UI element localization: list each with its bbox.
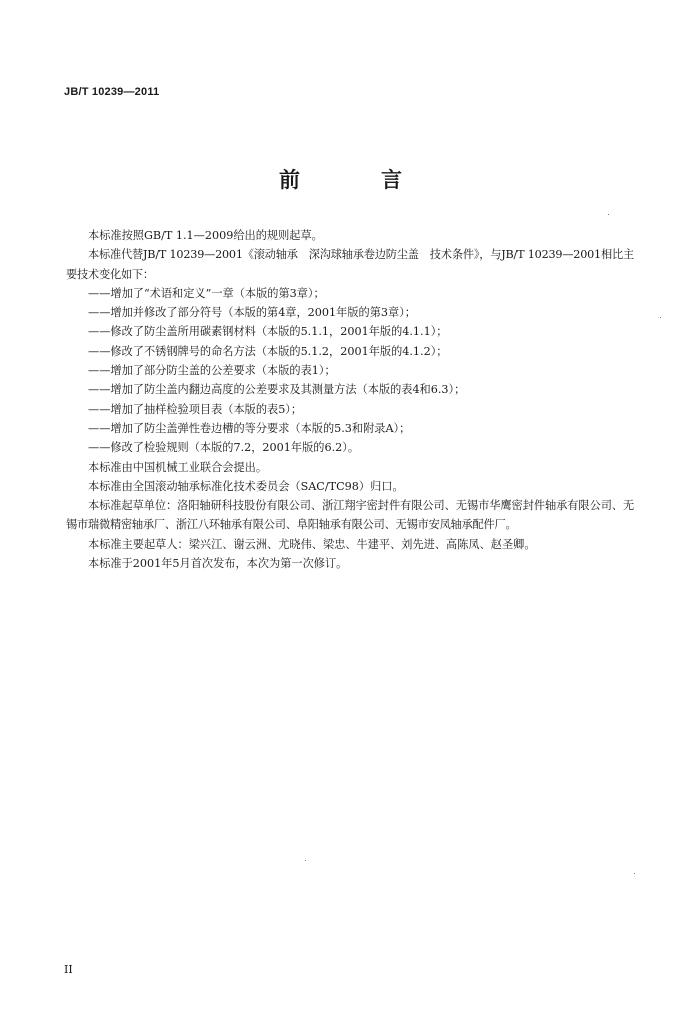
change-item: ——修改了检验规则（本版的7.2，2001年版的6.2）。 <box>88 441 360 455</box>
change-item: ——修改了防尘盖所用碳素钢材料（本版的5.1.1，2001年版的4.1.1）； <box>88 325 448 339</box>
document-code: JB/T 10239—2011 <box>64 86 160 98</box>
change-item: ——增加并修改了部分符号（本版的第4章，2001年版的第3章）； <box>88 306 416 320</box>
paragraph-history: 本标准于2001年5月首次发布，本次为第一次修订。 <box>88 557 348 571</box>
page-number: II <box>64 963 73 976</box>
paragraph-committee: 本标准由全国滚动轴承标准化技术委员会（SAC/TC98）归口。 <box>88 479 404 493</box>
change-item: ——修改了不锈钢牌号的命名方法（本版的5.1.2，2001年版的4.1.2）； <box>88 344 448 358</box>
scan-speck <box>608 214 609 215</box>
change-item: ——增加了防尘盖内翻边高度的公差要求及其测量方法（本版的表4和6.3）； <box>88 383 466 397</box>
scan-speck <box>305 860 306 861</box>
scan-speck <box>660 317 661 318</box>
paragraph-drafting-rules: 本标准按照GB/T 1.1—2009给出的规则起草。 <box>88 229 323 242</box>
change-item: ——增加了部分防尘盖的公差要求（本版的表1）； <box>88 364 336 378</box>
paragraph-proposer: 本标准由中国机械工业联合会提出。 <box>88 460 268 474</box>
paragraph-drafting-units: 本标准起草单位：洛阳轴研科技股份有限公司、浙江翔宇密封件有限公司、无锡市华鹰密封件轴承有限公司、无锡市瑞微精密轴承厂、浙江八环轴承有限公司、阜阳轴承有限公司、无锡市安凤轴承配件厂。 <box>66 499 634 532</box>
foreword-body <box>66 226 634 573</box>
change-item: ——增加了“术语和定义”一章（本版的第3章）； <box>88 286 325 300</box>
paragraph-replaces-standard: 本标准代替JB/T 10239—2001《滚动轴承 深沟球轴承卷边防尘盖 技术条件》，与JB/T 10239—2001相比主要技术变化如下： <box>66 248 634 281</box>
scan-speck <box>634 873 635 874</box>
change-item: ——增加了抽样检验项目表（本版的表5）； <box>88 402 303 416</box>
page-title: 前 言 <box>279 167 432 192</box>
paragraph-drafters: 本标准主要起草人：梁兴江、谢云洲、尤晓伟、梁忠、牛建平、刘先进、高陈凤、赵圣卿。 <box>88 537 536 551</box>
change-item: ——增加了防尘盖弹性卷边槽的等分要求（本版的5.3和附录A）； <box>88 421 411 435</box>
